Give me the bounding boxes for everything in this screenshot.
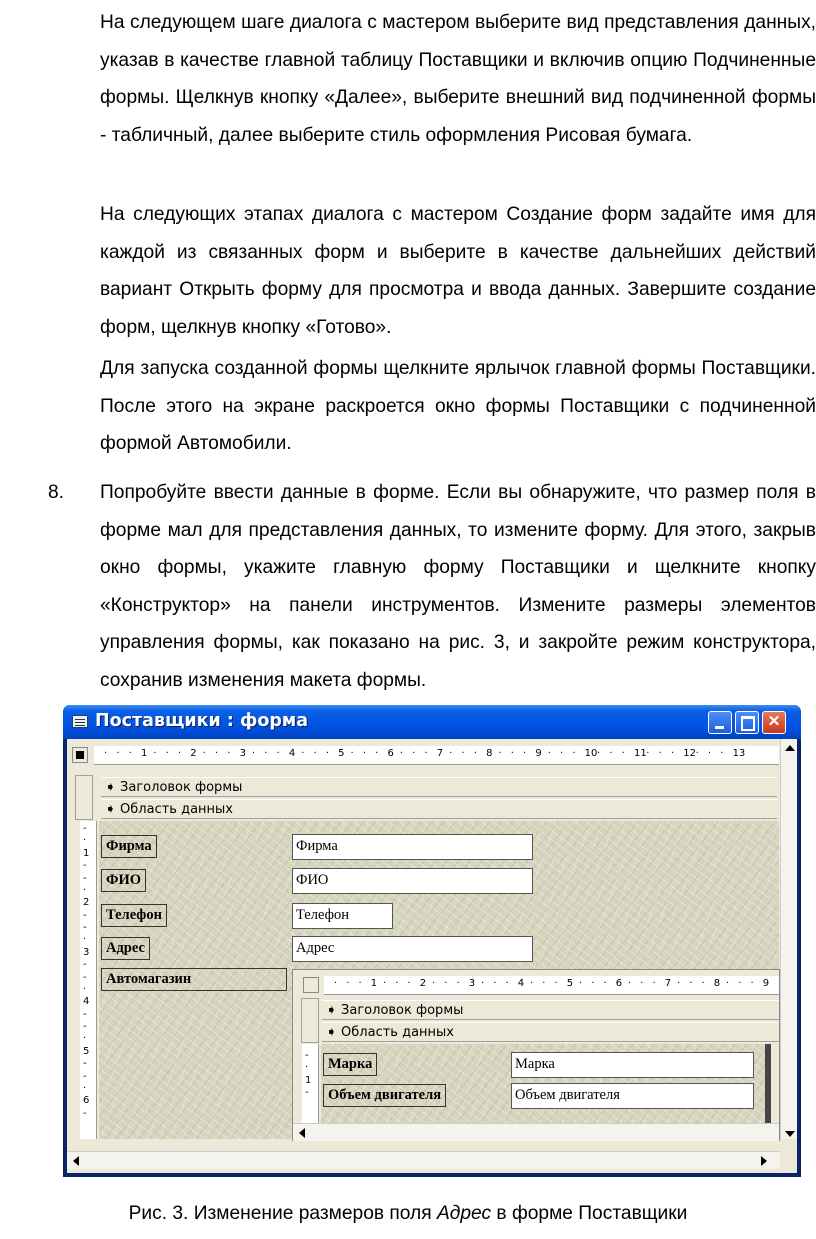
ruler-tick: ·: [456, 978, 460, 989]
ruler-tick: -: [83, 959, 87, 971]
form-icon: [72, 715, 88, 728]
ruler-tick-label: 8: [713, 978, 721, 989]
ruler-tick: ·: [313, 748, 317, 759]
band-arrow-icon: ➧: [105, 780, 116, 795]
ruler-tick-label: 6: [387, 748, 394, 759]
ruler-tick-label: 6: [83, 1095, 90, 1107]
ruler-tick: -: [83, 922, 87, 933]
ruler-tick: ·: [424, 748, 428, 759]
ruler-tick: ·: [399, 748, 403, 759]
ruler-tick: ·: [412, 748, 416, 759]
subform-horizontal-ruler: [324, 976, 779, 995]
ruler-tick: ·: [264, 748, 268, 759]
subform-detail-band[interactable]: [322, 1022, 779, 1042]
ruler-tick: ·: [128, 748, 132, 759]
ruler-tick-label: 2: [190, 748, 197, 759]
subform-input-engine[interactable]: Объем двигателя: [511, 1083, 754, 1109]
ruler-tick: ·: [83, 983, 87, 995]
ruler-tick: ·: [104, 748, 108, 759]
ruler-tick: -: [83, 971, 87, 983]
minimize-button[interactable]: [708, 711, 732, 734]
ruler-tick-label: 1: [305, 1074, 312, 1086]
ruler-tick: ·: [334, 978, 338, 989]
ruler-tick: -: [83, 1107, 87, 1119]
ruler-tick: ·: [395, 978, 399, 989]
ruler-tick: -: [83, 1058, 87, 1070]
list-item-number: 8.: [48, 482, 65, 503]
ruler-tick: ·: [707, 748, 712, 759]
detail-band-label: Область данных: [120, 802, 233, 817]
ruler-tick: ·: [652, 978, 656, 989]
form-selector[interactable]: [72, 747, 88, 763]
ruler-tick: ·: [591, 978, 595, 989]
ruler-tick: ·: [473, 748, 477, 759]
field-input-phone[interactable]: Телефон: [292, 903, 393, 929]
maximize-button[interactable]: [735, 711, 759, 734]
ruler-tick: ·: [362, 748, 366, 759]
field-input-firm[interactable]: Фирма: [292, 834, 533, 860]
detail-band[interactable]: [101, 799, 777, 819]
list-item-text: Попробуйте ввести данные в форме. Если вы обнаружите, что размер поля в форме мал для представления данных, то измените форму. Для этого, закрыв окно формы, укажите главную форму Поставщики и щелкните кнопку «Конструктор» на панели инструментов. Измените размеры элементов управления формы, как показано на рис. 3, и закройте режим конструктора, сохранив изменения макета формы.: [100, 482, 816, 691]
subform-detail-band-label: Область данных: [341, 1025, 454, 1040]
caption-suffix: в форме Поставщики: [491, 1203, 688, 1224]
ruler-tick-label: 1: [83, 847, 90, 859]
ruler-tick-label: 10: [584, 748, 598, 759]
subform-label-brand[interactable]: Марка: [323, 1053, 377, 1076]
caption-italic: Адрес: [436, 1203, 492, 1224]
ruler-tick: ·: [579, 978, 583, 989]
ruler-tick: ·: [547, 748, 551, 759]
ruler-tick: ·: [83, 835, 87, 847]
detail-section: [99, 821, 779, 1139]
ruler-tick: ·: [346, 978, 350, 989]
ruler-tick: ·: [305, 1062, 309, 1074]
ruler-tick: ·: [726, 978, 730, 989]
ruler-tick: ·: [214, 748, 219, 759]
ruler-tick: ·: [227, 748, 231, 759]
ruler-tick: ·: [301, 748, 305, 759]
ruler-tick-label: 9: [762, 978, 770, 989]
window-title: Поставщики : форма: [95, 711, 309, 731]
form-header-band-label: Заголовок формы: [120, 780, 243, 795]
ruler-tick: ·: [153, 748, 157, 759]
field-label-firm[interactable]: Фирма: [101, 835, 157, 858]
scroll-down-icon[interactable]: [785, 1131, 795, 1137]
ruler-tick: ·: [505, 978, 509, 989]
ruler-tick-label: 2: [419, 978, 427, 989]
ruler-tick: ·: [358, 978, 362, 989]
ruler-tick-label: 4: [288, 748, 296, 759]
paragraph-1: На следующем шаге диалога с мастером выберите вид представления данных, указав в качестве главной таблицу Поставщики и включив опцию Подчиненные формы. Щелкнув кнопку «Далее», выберите внешний вид подчиненной формы - табличный, далее выберите стиль оформления Рисовая бумага.: [100, 12, 816, 146]
ruler-tick: ·: [83, 1082, 87, 1094]
ruler-tick: ·: [498, 748, 502, 759]
ruler-tick: ·: [350, 748, 354, 759]
ruler-tick: ·: [83, 1033, 87, 1045]
form-designer: [67, 739, 797, 1173]
ruler-tick-label: 3: [239, 748, 246, 759]
subform-selector[interactable]: [303, 977, 319, 993]
ruler-tick: ·: [481, 978, 485, 989]
ruler-tick: ·: [609, 748, 613, 759]
horizontal-scrollbar[interactable]: [67, 1151, 780, 1169]
ruler-tick-label: 3: [468, 978, 476, 989]
paragraph-2: На следующих этапах диалога с мастером Создание форм задайте имя для каждой из связанных форм и выберите в качестве дальнейших действий вариант Открыть форму для просмотра и ввода данных. Завершите создание форм, щелкнув кнопку «Готово».: [100, 204, 816, 338]
band-arrow-icon: ➧: [326, 1025, 337, 1040]
ruler-tick: ·: [572, 748, 576, 759]
scroll-up-icon[interactable]: [785, 745, 795, 751]
ruler-tick: ·: [83, 934, 87, 946]
ruler-tick: ·: [542, 978, 546, 989]
ruler-tick: -: [83, 909, 87, 921]
ruler-tick: ·: [116, 748, 120, 759]
ruler-tick: ·: [461, 748, 465, 759]
field-label-phone[interactable]: Телефон: [101, 904, 167, 927]
ruler-tick-label: 5: [83, 1045, 90, 1057]
ruler-tick-label: 4: [517, 978, 525, 989]
ruler-tick: -: [83, 1008, 87, 1020]
ruler-tick: ·: [701, 978, 705, 989]
band-selector[interactable]: [75, 775, 93, 820]
ruler-tick: ·: [695, 748, 699, 759]
ruler-tick: ·: [383, 978, 387, 989]
window-titlebar[interactable]: [63, 705, 801, 739]
subform-detail-section: [321, 1044, 765, 1124]
field-label-fio[interactable]: ФИО: [101, 869, 146, 892]
ruler-tick: ·: [621, 748, 625, 759]
ruler-tick: ·: [689, 978, 693, 989]
ruler-tick-label: 1: [140, 748, 148, 759]
field-label-address[interactable]: Адрес: [101, 937, 150, 960]
ruler-tick: ·: [375, 748, 379, 759]
figure-caption: [0, 1200, 816, 1228]
form-header-band[interactable]: [101, 777, 777, 797]
ruler-tick: ·: [449, 748, 453, 759]
ruler-tick: ·: [658, 748, 662, 759]
ruler-tick: -: [83, 1070, 87, 1082]
ruler-tick: ·: [432, 978, 436, 989]
ruler-tick: ·: [444, 978, 448, 989]
ruler-tick-label: 6: [615, 978, 623, 989]
subform-control[interactable]: [292, 969, 780, 1141]
ruler-tick: ·: [523, 748, 527, 759]
ruler-tick: ·: [493, 978, 497, 989]
band-arrow-icon: ➧: [326, 1003, 337, 1018]
ruler-tick: ·: [510, 748, 514, 759]
ruler-tick-label: 7: [436, 748, 444, 759]
ruler-tick: ·: [165, 748, 169, 759]
ruler-tick: ·: [720, 748, 724, 759]
ruler-tick: ·: [202, 748, 206, 759]
ruler-tick: ·: [603, 978, 607, 989]
ruler-tick: -: [305, 1050, 309, 1061]
ruler-tick-label: 5: [566, 978, 574, 989]
ruler-tick: ·: [628, 978, 632, 989]
ruler-tick: ·: [677, 978, 681, 989]
ruler-tick: -: [83, 860, 87, 872]
scroll-left-icon[interactable]: [299, 1128, 305, 1138]
ruler-tick-label: 8: [486, 748, 493, 759]
ruler-tick: ·: [670, 748, 675, 759]
scroll-right-icon[interactable]: [761, 1156, 767, 1166]
ruler-tick: ·: [276, 748, 280, 759]
ruler-tick-label: 2: [83, 897, 90, 909]
subform-label-engine[interactable]: Объем двигателя: [323, 1084, 446, 1107]
subform-header-band-label: Заголовок формы: [341, 1003, 464, 1018]
ruler-tick: ·: [407, 978, 411, 989]
ruler-tick: ·: [251, 748, 256, 759]
ruler-tick-label: 3: [83, 946, 90, 958]
ruler-tick: ·: [325, 748, 330, 759]
ruler-tick: ·: [597, 748, 601, 759]
access-form-window: [63, 705, 801, 1177]
field-input-address[interactable]: Адрес: [292, 936, 533, 962]
subform-input-brand[interactable]: Марка: [511, 1052, 754, 1078]
ruler-tick: -: [83, 823, 87, 834]
ruler-tick: ·: [554, 978, 558, 989]
ruler-tick: ·: [177, 748, 182, 759]
band-arrow-icon: ➧: [105, 802, 116, 817]
paragraph-3: Для запуска созданной формы щелкните ярлычок главной формы Поставщики. После этого на экране раскроется окно формы Поставщики с подчиненной формой Автомобили.: [100, 358, 816, 454]
ruler-tick-label: 11: [633, 748, 647, 759]
ruler-tick: -: [83, 872, 87, 884]
subform-vertical-ruler: [302, 1044, 319, 1124]
vertical-scrollbar[interactable]: [780, 739, 797, 1139]
ruler-tick: ·: [560, 748, 564, 759]
ruler-tick: ·: [646, 748, 650, 759]
ruler-tick: ·: [530, 978, 534, 989]
ruler-tick: -: [83, 1021, 87, 1032]
field-label-subform[interactable]: Автомагазин: [101, 968, 287, 991]
subform-band-selector[interactable]: [301, 998, 319, 1043]
horizontal-ruler: [94, 746, 779, 765]
caption-prefix: Рис. 3. Изменение размеров поля: [128, 1203, 437, 1224]
ruler-tick-label: 5: [338, 748, 345, 759]
subform-edge: [765, 1044, 771, 1124]
ruler-tick-label: 9: [535, 748, 542, 759]
ruler-tick: -: [305, 1086, 309, 1098]
field-input-fio[interactable]: ФИО: [292, 868, 533, 894]
subform-header-band[interactable]: [322, 1000, 779, 1020]
scroll-left-icon[interactable]: [73, 1156, 79, 1166]
ruler-tick-label: 4: [83, 996, 90, 1008]
ruler-tick: ·: [83, 884, 87, 896]
vertical-ruler: [80, 821, 97, 1139]
ruler-tick: ·: [738, 978, 742, 989]
close-button[interactable]: ✕: [762, 711, 786, 734]
ruler-tick: ·: [750, 978, 754, 989]
ruler-tick-label: 7: [664, 978, 672, 989]
ruler-tick-label: 12: [683, 748, 696, 759]
ruler-tick-label: 13: [732, 748, 746, 759]
subform-horizontal-scrollbar[interactable]: [293, 1123, 779, 1141]
ruler-tick-label: 1: [370, 978, 378, 989]
ruler-tick: ·: [640, 978, 644, 989]
